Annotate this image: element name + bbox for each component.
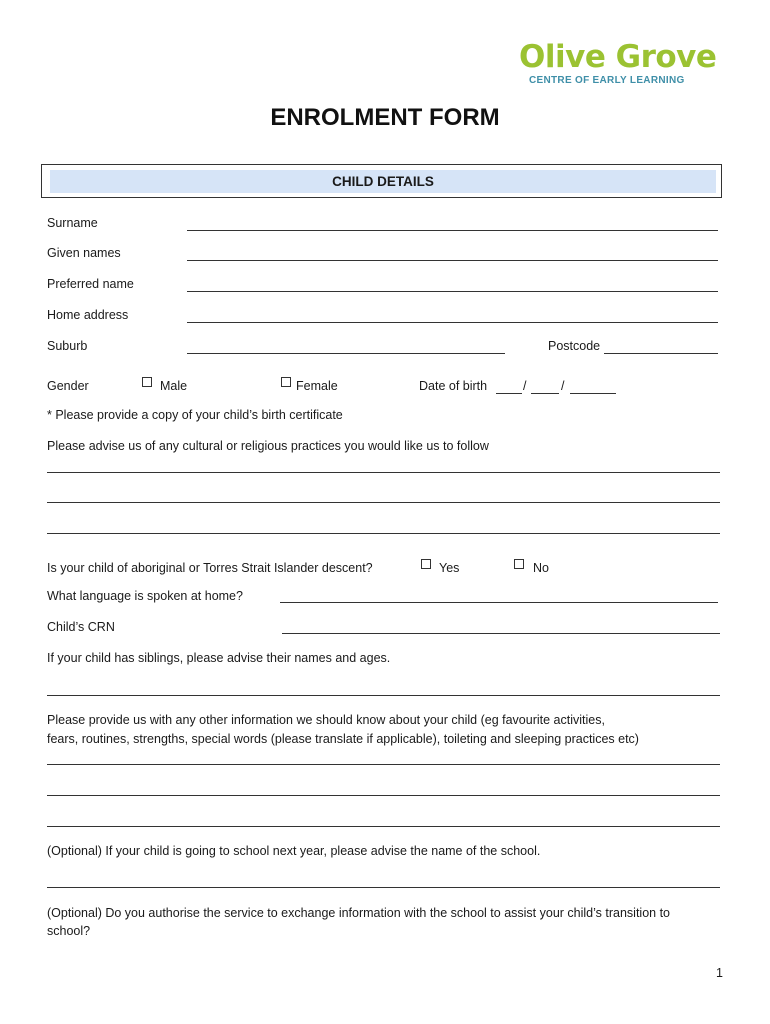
- aboriginal-question: Is your child of aboriginal or Torres Strait Islander descent?: [47, 561, 373, 575]
- given-names-field[interactable]: [187, 260, 718, 261]
- dob-separator-1: /: [523, 379, 527, 393]
- female-label: Female: [296, 379, 338, 393]
- surname-label: Surname: [47, 216, 98, 230]
- given-names-label: Given names: [47, 246, 121, 260]
- no-label: No: [533, 561, 549, 575]
- cultural-answer-line-2[interactable]: [47, 502, 720, 503]
- suburb-field[interactable]: [187, 353, 505, 354]
- male-label: Male: [160, 379, 188, 393]
- other-info-question-line-2: fears, routines, strengths, special words (please translate if applicable), toileting and sleeping practices etc): [47, 732, 639, 746]
- yes-checkbox[interactable]: [421, 559, 431, 569]
- other-info-answer-line-2[interactable]: [47, 795, 720, 796]
- crn-field[interactable]: [282, 633, 720, 634]
- cultural-answer-line-1[interactable]: [47, 472, 720, 473]
- preferred-name-label: Preferred name: [47, 277, 134, 291]
- other-info-question-line-1: Please provide us with any other information we should know about your child (eg favourite activities,: [47, 713, 605, 727]
- section-title: CHILD DETAILS: [332, 174, 434, 189]
- gender-label: Gender: [47, 379, 89, 393]
- form-title: ENROLMENT FORM: [270, 104, 500, 131]
- suburb-label: Suburb: [47, 339, 88, 353]
- school-answer-line[interactable]: [47, 887, 720, 888]
- home-address-label: Home address: [47, 308, 129, 322]
- siblings-question: If your child has siblings, please advise their names and ages.: [47, 651, 391, 665]
- logo-tagline: CENTRE OF EARLY LEARNING: [529, 75, 685, 86]
- dob-separator-2: /: [561, 379, 565, 393]
- cultural-question: Please advise us of any cultural or religious practices you would like us to follow: [47, 439, 489, 453]
- home-address-field[interactable]: [187, 322, 718, 323]
- siblings-answer-line[interactable]: [47, 695, 720, 696]
- male-checkbox[interactable]: [142, 377, 152, 387]
- female-checkbox[interactable]: [281, 377, 291, 387]
- surname-field[interactable]: [187, 230, 718, 231]
- birth-certificate-note: * Please provide a copy of your child’s birth certificate: [47, 408, 343, 422]
- other-info-answer-line-3[interactable]: [47, 826, 720, 827]
- other-info-answer-line-1[interactable]: [47, 764, 720, 765]
- dob-label: Date of birth: [419, 379, 488, 393]
- dob-day-field[interactable]: [496, 393, 522, 394]
- authorise-question-line-1: (Optional) Do you authorise the service to exchange information with the school to assist your child’s transition to: [47, 906, 671, 920]
- dob-year-field[interactable]: [570, 393, 616, 394]
- cultural-answer-line-3[interactable]: [47, 533, 720, 534]
- logo-name: Olive Grove: [519, 39, 717, 75]
- page-number: 1: [716, 966, 723, 980]
- language-field[interactable]: [280, 602, 718, 603]
- no-checkbox[interactable]: [514, 559, 524, 569]
- dob-month-field[interactable]: [531, 393, 559, 394]
- yes-label: Yes: [439, 561, 460, 575]
- school-question: (Optional) If your child is going to school next year, please advise the name of the school.: [47, 844, 541, 858]
- postcode-field[interactable]: [604, 353, 718, 354]
- crn-label: Child’s CRN: [47, 620, 115, 634]
- postcode-label: Postcode: [548, 339, 601, 353]
- preferred-name-field[interactable]: [187, 291, 718, 292]
- authorise-question-line-2: school?: [47, 924, 91, 938]
- language-label: What language is spoken at home?: [47, 589, 243, 603]
